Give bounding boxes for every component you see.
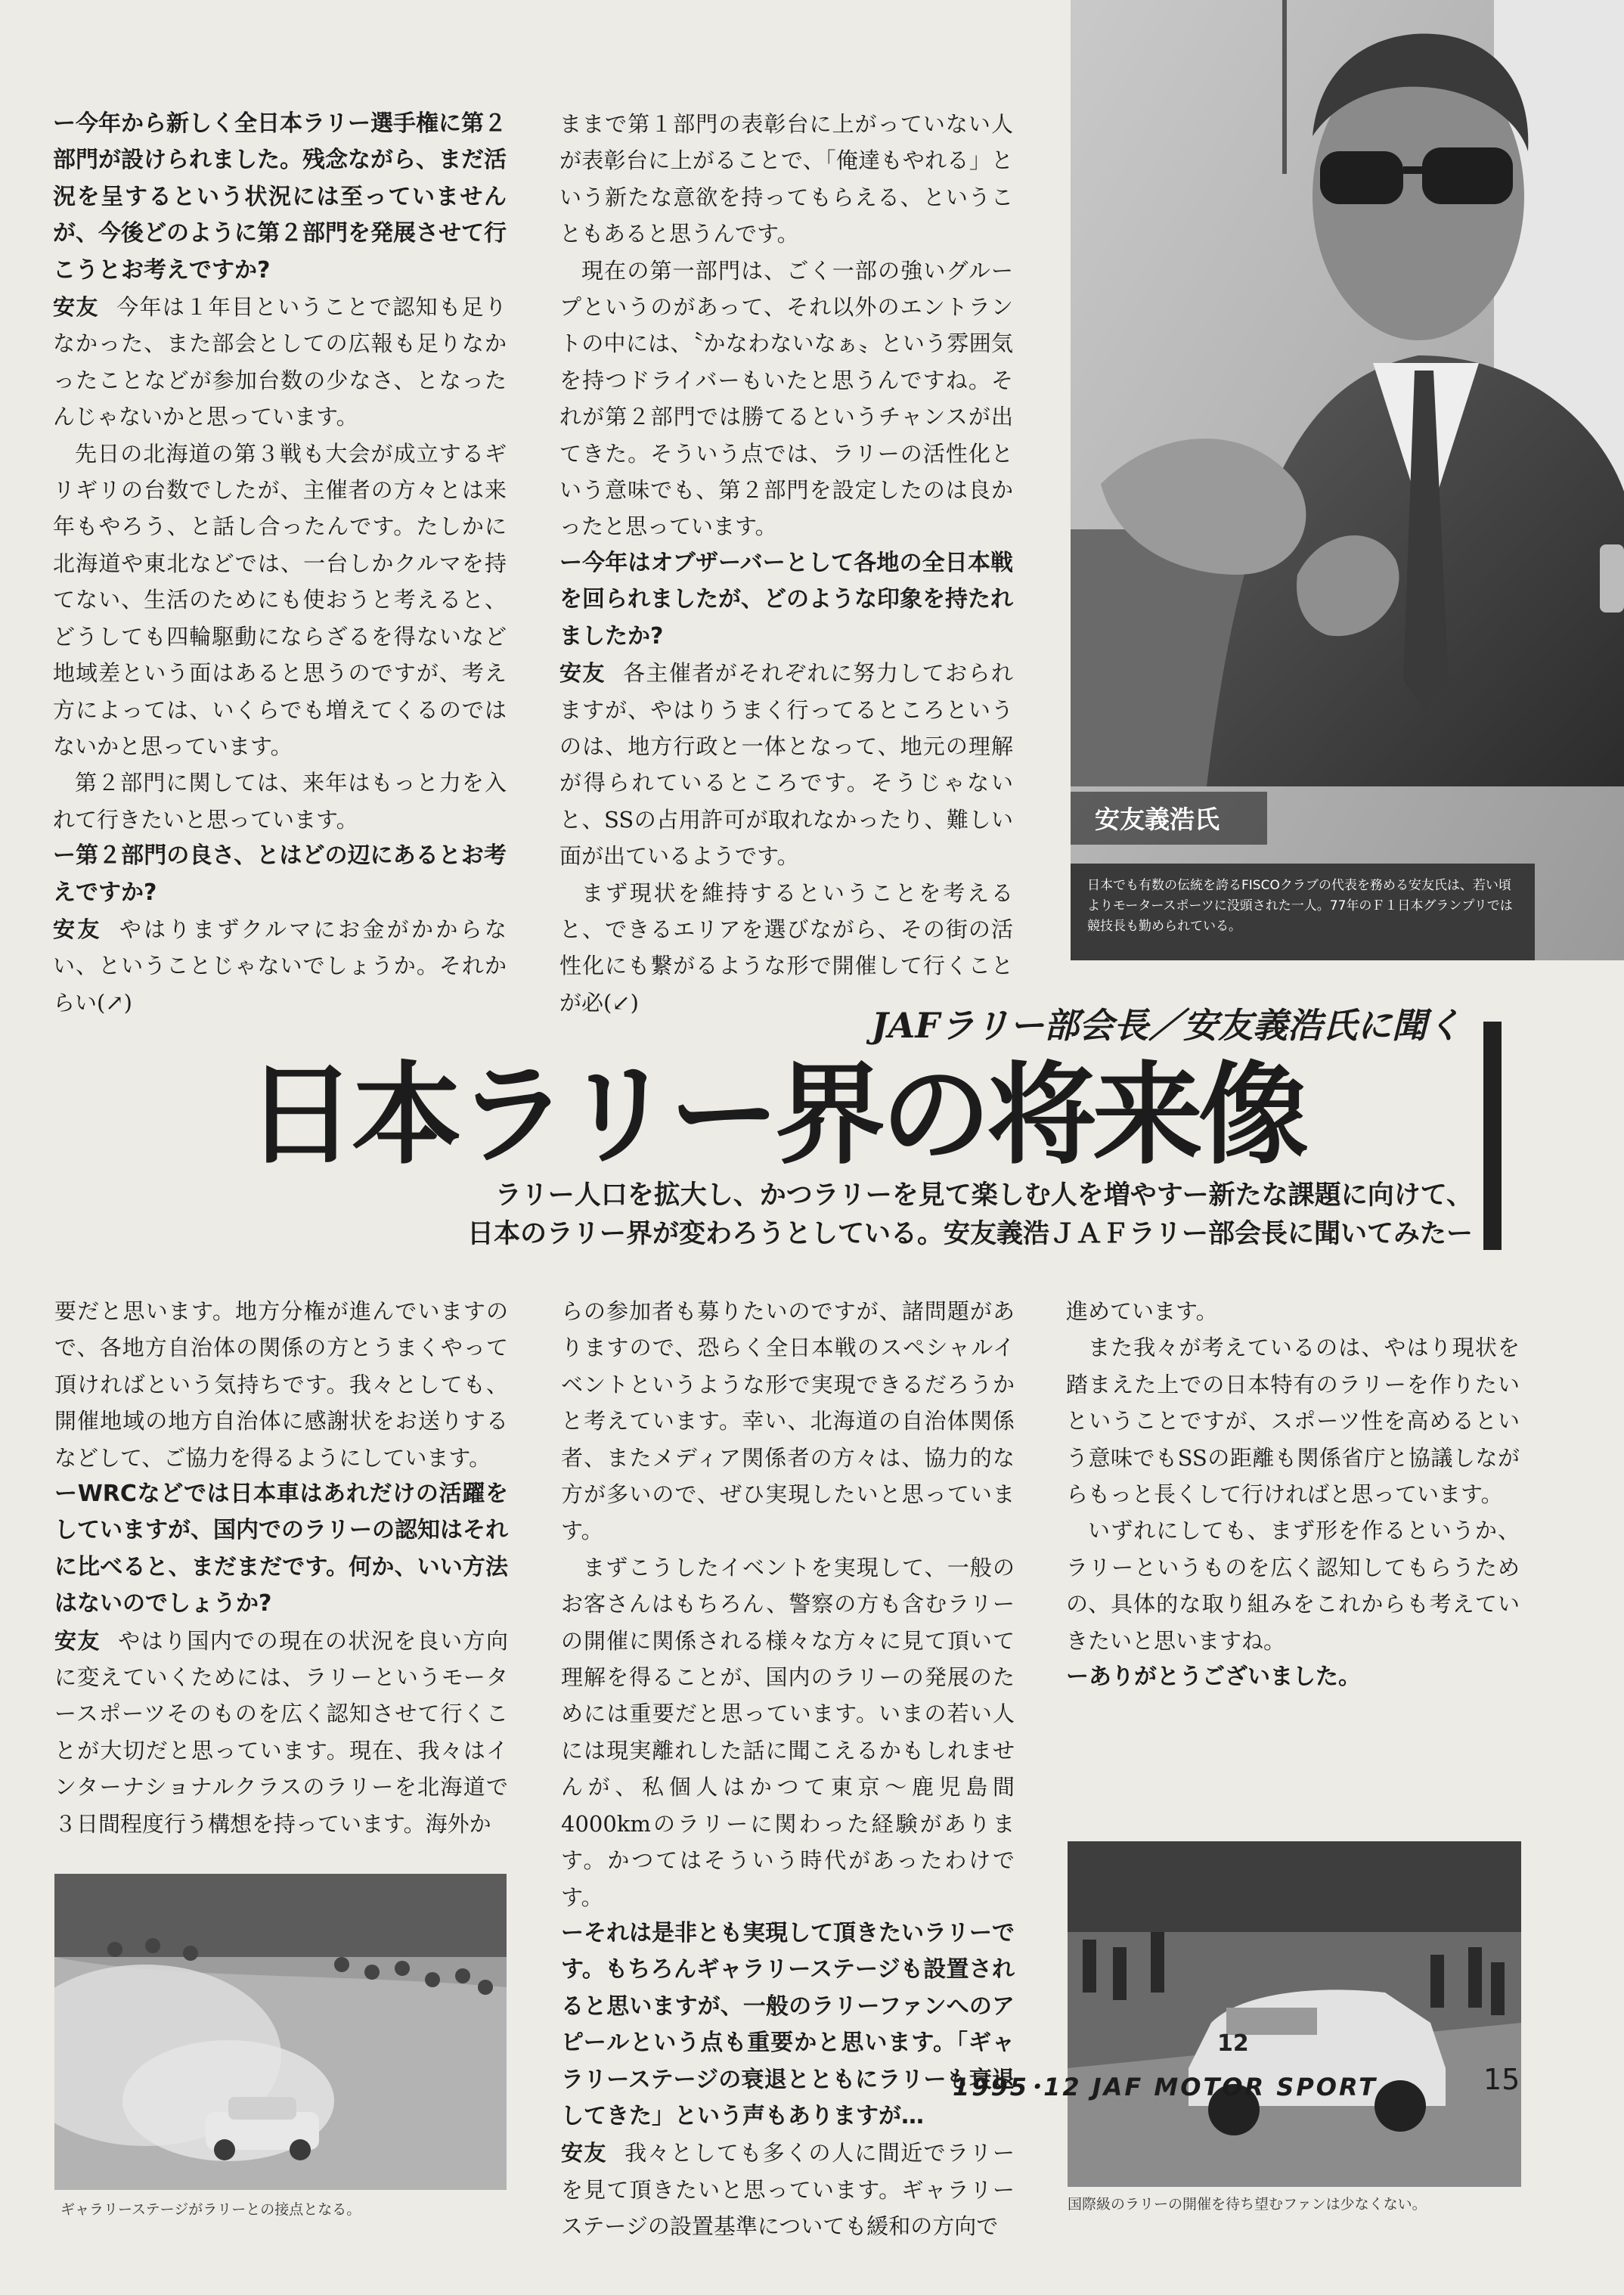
answer-text: 今年は１年目ということで認知も足りなかった、また部会としての広報も足りなかったことなどが参加台数の少なさ、となったんじゃないかと思っています。 — [53, 294, 507, 430]
headline-accent-bar — [1483, 1022, 1502, 1250]
answer-text: やはり国内での現在の状況を良い方向に変えていくためには、ラリーというモータースポーツそのものを広く認知させて行くことが大切だと思っています。現在、我々はインターナショナルクラスのラリーを北海道で３日間程度行う構想を持っています。海外か — [54, 1627, 508, 1837]
interview-question: ー今年はオブザーバーとして各地の全日本戦を回られましたが、どのような印象を持たれましたか? — [559, 549, 1013, 650]
speaker-label: 安友 — [561, 2140, 607, 2166]
interview-question: ー今年から新しく全日本ラリー選手権に第２部門が設けられました。残念ながら、まだ活況を呈するという状況には至っていませんが、今後どのように第２部門を発展させて行こうとお考えですか? — [53, 110, 507, 284]
rally-photo-right-caption: 国際級のラリーの開催を待ち望むファンは少なくない。 — [1068, 2196, 1427, 2213]
rally-car-number: 12 — [1217, 2030, 1249, 2057]
interview-answer — [561, 2135, 1015, 2244]
answer-text: 各主催者がそれぞれに努力しておられますが、やはりうまく行ってるところというのは、地方行政と一体となって、地元の理解が得られているところです。そうじゃないと、SSの占用許可が取れなかったり、難しい面が出ているようです。 — [559, 660, 1013, 870]
speaker-label: 安友 — [53, 916, 102, 942]
rally-photo-fans-image — [1068, 1841, 1521, 2187]
lower-middle-column — [561, 1293, 1015, 2245]
lead-line-1: ラリー人口を拡大し、かつラリーを見て楽しむ人を増やすー新たな課題に向けて、 — [494, 1180, 1473, 1211]
portrait-name: 安友義浩氏 — [1095, 805, 1220, 834]
answer-text: 我々としても多くの人に間近でラリーを見て頂きたいと思っています。ギャラリーステージの設置基準についても緩和の方向で — [561, 2140, 1015, 2240]
rally-photo-left-caption: ギャラリーステージがラリーとの接点となる。 — [60, 2201, 361, 2218]
lower-left-column — [54, 1293, 508, 1842]
rally-photo-fans — [1068, 1841, 1521, 2187]
body-paragraph: また我々が考えているのは、やはり現状を踏まえた上での日本特有のラリーを作りたいということですが、スポーツ性を高めるという意味でもSSの距離も関係省庁と協議しながらもっと長くして行ければと思っています。 — [1066, 1335, 1520, 1508]
headline-title: 日本ラリー界の将来像 — [246, 1051, 1304, 1180]
interview-question: ーWRCなどでは日本車はあれだけの活躍をしていますが、国内でのラリーの認知はそれに比べると、まだまだです。何か、いい方法はないのでしょうか? — [54, 1481, 508, 1617]
answer-text: やはりまずクルマにお金がかからない、ということじゃないでしょうか。それからい(↗) — [53, 916, 507, 1016]
body-paragraph: 進めています。 — [1066, 1298, 1218, 1324]
body-paragraph: まず現状を維持するということを考えると、できるエリアを選びながら、その街の活性化にも繋がるような形で開催して行くことが必(↙) — [559, 879, 1013, 1016]
speaker-label: 安友 — [54, 1627, 101, 1654]
lower-right-column — [1066, 1293, 1520, 1695]
interview-question: ー第２部門の良さ、とはどの辺にあるとお考えですか? — [53, 842, 507, 906]
body-paragraph: 要だと思います。地方分権が進んでいますので、各地方自治体の関係の方とうまくやって頂ければという気持ちです。我々としても、開催地域の地方自治体に感謝状をお送りするなどして、ご協力を得るようにしています。 — [54, 1298, 508, 1471]
interview-answer — [54, 1623, 508, 1842]
interview-answer — [53, 911, 507, 1021]
headline-subtitle: JAFラリー部会長／安友義浩氏に聞く — [871, 1005, 1461, 1046]
speaker-label: 安友 — [53, 294, 99, 321]
body-paragraph: 先日の北海道の第３戦も大会が成立するギリギリの台数でしたが、主催者の方々とは来年もやろう、と話し合ったんです。たしかに北海道や東北などでは、一台しかクルマを持てない、生活のためにも使おうと考えると、どうしても四輪駆動にならざるを得ないなど地域差という面はあると思うのですが、考え方によっては、いくらでも増えてくるのではないかと思っています。 — [53, 440, 507, 759]
body-paragraph: らの参加者も募りたいのですが、諸問題がありますので、恐らく全日本戦のスペシャルイベントというような形で実現できるだろうかと考えています。幸い、北海道の自治体関係者、またメディア関係者の方々は、協力的な方が多いので、ぜひ実現したいと思っています。 — [561, 1298, 1015, 1544]
interview-question: ーありがとうございました。 — [1066, 1664, 1361, 1691]
interview-answer — [559, 655, 1013, 874]
interview-answer — [53, 289, 507, 436]
portrait-caption: 日本でも有数の伝統を誇るFISCOクラブの代表を務める安友氏は、若い頃よりモータースポーツに没頭された一人。77年のＦ１日本グランプリでは競技長も勤められている。 — [1071, 864, 1535, 960]
rally-photo-image — [54, 1874, 507, 2190]
page-number: 15 — [1483, 2063, 1520, 2096]
body-paragraph: ままで第１部門の表彰台に上がっていない人が表彰台に上がることで、「俺達もやれる」という新たな意欲を持ってもらえる、ということもあると思うんです。 — [559, 111, 1013, 247]
interview-question: ーそれは是非とも実現して頂きたいラリーです。もちろんギャラリーステージも設置されると思いますが、一般のラリーファンへのアピールという点も重要かと思います。「ギャラリーステージの衰退とともにラリーも衰退してきた」という声もありますが… — [561, 1919, 1015, 2129]
body-paragraph: 第２部門に関しては、来年はもっと力を入れて行きたいと思っています。 — [53, 770, 507, 833]
rally-photo-gallery-stage — [54, 1874, 507, 2190]
upper-middle-column — [559, 106, 1013, 1021]
lead-line-2: 日本のラリー界が変わろうとしている。安友義浩ＪＡＦラリー部会長に聞いてみたー — [466, 1219, 1473, 1249]
magazine-footer: 1995･12 JAF MOTOR SPORT — [953, 2073, 1378, 2101]
body-paragraph: まずこうしたイベントを実現して、一般のお客さんはもちろん、警察の方も含むラリーの開催に関係される様々な方々に見て頂いて理解を得ることが、国内のラリーの発展のためには重要だと思っています。いまの若い人には現実離れした話に聞こえるかもしれませんが、私個人はかつて東京〜鹿児島間4000kmのラリーに関わった経験があります。かつてはそういう時代があったわけです。 — [561, 1554, 1015, 1910]
speaker-label: 安友 — [559, 660, 606, 687]
upper-left-column — [53, 106, 507, 1021]
body-paragraph: 現在の第一部門は、ごく一部の強いグループというのがあって、それ以外のエントラントの中には、〝かなわないなぁ〟という雰囲気を持つドライバーもいたと思うんですね。それが第２部門では勝てるというチャンスが出てきた。そういう点では、ラリーの活性化という意味でも、第２部門を設定したのは良かったと思っています。 — [559, 257, 1013, 540]
body-paragraph: いずれにしても、まず形を作るというか、ラリーというものを広く認知してもらうための、具体的な取り組みをこれからも考えていきたいと思いますね。 — [1066, 1518, 1520, 1654]
